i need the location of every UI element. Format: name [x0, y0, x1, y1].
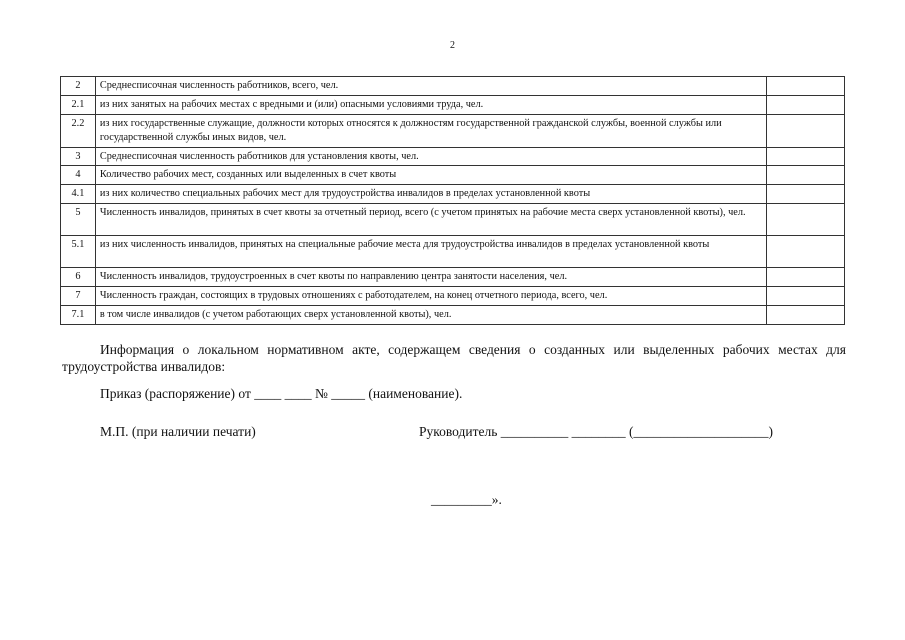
table-row	[61, 95, 845, 114]
row-number: 6	[61, 268, 96, 287]
row-number: 7.1	[61, 306, 96, 325]
row-value	[767, 306, 845, 325]
stamp-line: М.П. (при наличии печати)	[100, 424, 256, 439]
row-value	[767, 147, 845, 166]
row-value	[767, 185, 845, 204]
row-number: 5	[61, 204, 96, 236]
head-signature-line: Руководитель __________ ________ (____________________)	[419, 424, 774, 439]
closing-date-line: _________».	[431, 492, 502, 507]
row-value	[767, 268, 845, 287]
row-label: из них количество специальных рабочих мест для трудоустройства инвалидов в пределах установленной квоты	[95, 185, 766, 204]
row-number: 2.2	[61, 114, 96, 147]
row-label: из них занятых на рабочих местах с вредными и (или) опасными условиями труда, чел.	[95, 95, 766, 114]
row-number: 4.1	[61, 185, 96, 204]
row-label: Численность инвалидов, трудоустроенных в счет квоты по направлению центра занятости населения, чел.	[95, 268, 766, 287]
row-number: 5.1	[61, 236, 96, 268]
table-row	[61, 114, 845, 147]
row-number: 4	[61, 166, 96, 185]
row-value	[767, 236, 845, 268]
row-value	[767, 95, 845, 114]
table-row	[61, 147, 845, 166]
table-row	[61, 268, 845, 287]
row-label: Количество рабочих мест, созданных или выделенных в счет квоты	[95, 166, 766, 185]
table-row	[61, 306, 845, 325]
table-row	[61, 236, 845, 268]
table-row	[61, 185, 845, 204]
table-row	[61, 77, 845, 96]
row-value	[767, 166, 845, 185]
report-table	[60, 76, 845, 325]
table-row	[61, 204, 845, 236]
row-number: 2.1	[61, 95, 96, 114]
row-value	[767, 114, 845, 147]
row-label: Численность граждан, состоящих в трудовых отношениях с работодателем, на конец отчетного периода, всего, чел.	[95, 287, 766, 306]
table-row	[61, 287, 845, 306]
row-number: 3	[61, 147, 96, 166]
local-act-info-paragraph: Информация о локальном нормативном акте, содержащем сведения о созданных или выделенных рабочих местах для трудоустройства инвалидов:	[62, 342, 846, 374]
table-row	[61, 166, 845, 185]
order-line: Приказ (распоряжение) от ____ ____ № _____ (наименование).	[100, 386, 463, 401]
row-label: Среднесписочная численность работников, всего, чел.	[95, 77, 766, 96]
row-value	[767, 287, 845, 306]
row-label: Численность инвалидов, принятых в счет квоты за отчетный период, всего (с учетом принятых на рабочие места сверх установленной квоты), чел.	[95, 204, 766, 236]
row-label: Среднесписочная численность работников для установления квоты, чел.	[95, 147, 766, 166]
row-value	[767, 77, 845, 96]
row-label: из них государственные служащие, должности которых относятся к должностям государственной гражданской службы, военной службы или государственной службы иных видов, чел.	[95, 114, 766, 147]
row-value	[767, 204, 845, 236]
row-number: 2	[61, 77, 96, 96]
row-number: 7	[61, 287, 96, 306]
row-label: из них численность инвалидов, принятых на специальные рабочие места для трудоустройства инвалидов в пределах установленной квоты	[95, 236, 766, 268]
row-label: в том числе инвалидов (с учетом работающих сверх установленной квоты), чел.	[95, 306, 766, 325]
page-number: 2	[450, 40, 455, 51]
